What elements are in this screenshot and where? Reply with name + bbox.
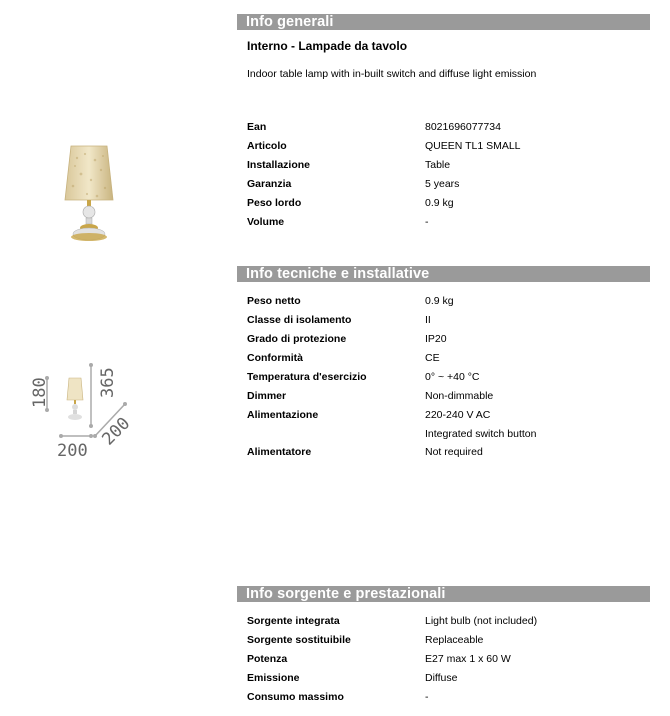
spec-value: 0° ~ +40 °C: [425, 371, 480, 383]
spec-value: QUEEN TL1 SMALL: [425, 140, 521, 152]
spec-label: Articolo: [247, 140, 287, 152]
spec-value: II: [425, 314, 431, 326]
spec-label: Consumo massimo: [247, 691, 344, 703]
spec-row: [247, 653, 647, 669]
spec-row: [247, 428, 647, 444]
spec-value: Diffuse: [425, 672, 458, 684]
spec-label: Installazione: [247, 159, 311, 171]
spec-row: [247, 140, 647, 156]
spec-label: Dimmer: [247, 390, 287, 402]
spec-row: [247, 634, 647, 650]
spec-row: [247, 352, 647, 368]
spec-value: Non-dimmable: [425, 390, 494, 402]
spec-value: IP20: [425, 333, 447, 345]
spec-row: [247, 446, 647, 462]
spec-row: [247, 615, 647, 631]
spec-label: Potenza: [247, 653, 288, 665]
spec-value: Not required: [425, 446, 483, 458]
spec-label: Volume: [247, 216, 285, 228]
spec-label: Conformità: [247, 352, 303, 364]
spec-row: [247, 333, 647, 349]
spec-row: [247, 197, 647, 213]
section-header-general: Info generali: [237, 14, 650, 30]
spec-label: Peso lordo: [247, 197, 302, 209]
spec-label: Ean: [247, 121, 267, 133]
product-image: [55, 140, 125, 245]
spec-value: CE: [425, 352, 440, 364]
spec-label: Garanzia: [247, 178, 292, 190]
spec-value: Replaceable: [425, 634, 484, 646]
spec-value: -: [425, 691, 429, 703]
spec-value: -: [425, 216, 429, 228]
product-description: Indoor table lamp with in-built switch and diffuse light emission: [247, 68, 537, 80]
spec-value: Integrated switch button: [425, 428, 537, 440]
spec-label: Grado di protezione: [247, 333, 347, 345]
spec-value: 8021696077734: [425, 121, 501, 133]
spec-row: [247, 121, 647, 137]
spec-row: [247, 178, 647, 194]
spec-value: E27 max 1 x 60 W: [425, 653, 511, 665]
spec-row: [247, 216, 647, 232]
spec-label: Alimentazione: [247, 409, 319, 421]
spec-label: Sorgente integrata: [247, 615, 340, 627]
section-header-source: Info sorgente e prestazionali: [237, 586, 650, 602]
spec-label: Emissione: [247, 672, 300, 684]
spec-label: Alimentatore: [247, 446, 312, 458]
spec-value: Table: [425, 159, 451, 171]
total-height-label: 365: [98, 367, 118, 398]
spec-label: Peso netto: [247, 295, 301, 307]
spec-label: Sorgente sostituibile: [247, 634, 351, 646]
spec-row: [247, 159, 647, 175]
spec-value: 0.9 kg: [425, 197, 454, 209]
spec-value: 5 years: [425, 178, 460, 190]
spec-label: Temperatura d'esercizio: [247, 371, 367, 383]
width-label: 200: [57, 441, 88, 460]
spec-row: [247, 314, 647, 330]
spec-row: [247, 672, 647, 688]
spec-row: [247, 409, 647, 425]
section-header-technical: Info tecniche e installative: [237, 266, 650, 282]
depth-label: 200: [98, 413, 135, 450]
spec-row: [247, 295, 647, 311]
spec-row: [247, 691, 647, 707]
spec-row: [247, 390, 647, 406]
product-category: Interno - Lampade da tavolo: [247, 39, 408, 53]
spec-row: [247, 371, 647, 387]
dimensions-drawing: [25, 360, 140, 460]
spec-label: Classe di isolamento: [247, 314, 352, 326]
shade-height-label: 180: [30, 377, 50, 408]
spec-value: 220-240 V AC: [425, 409, 491, 421]
spec-value: 0.9 kg: [425, 295, 454, 307]
spec-value: Light bulb (not included): [425, 615, 538, 627]
